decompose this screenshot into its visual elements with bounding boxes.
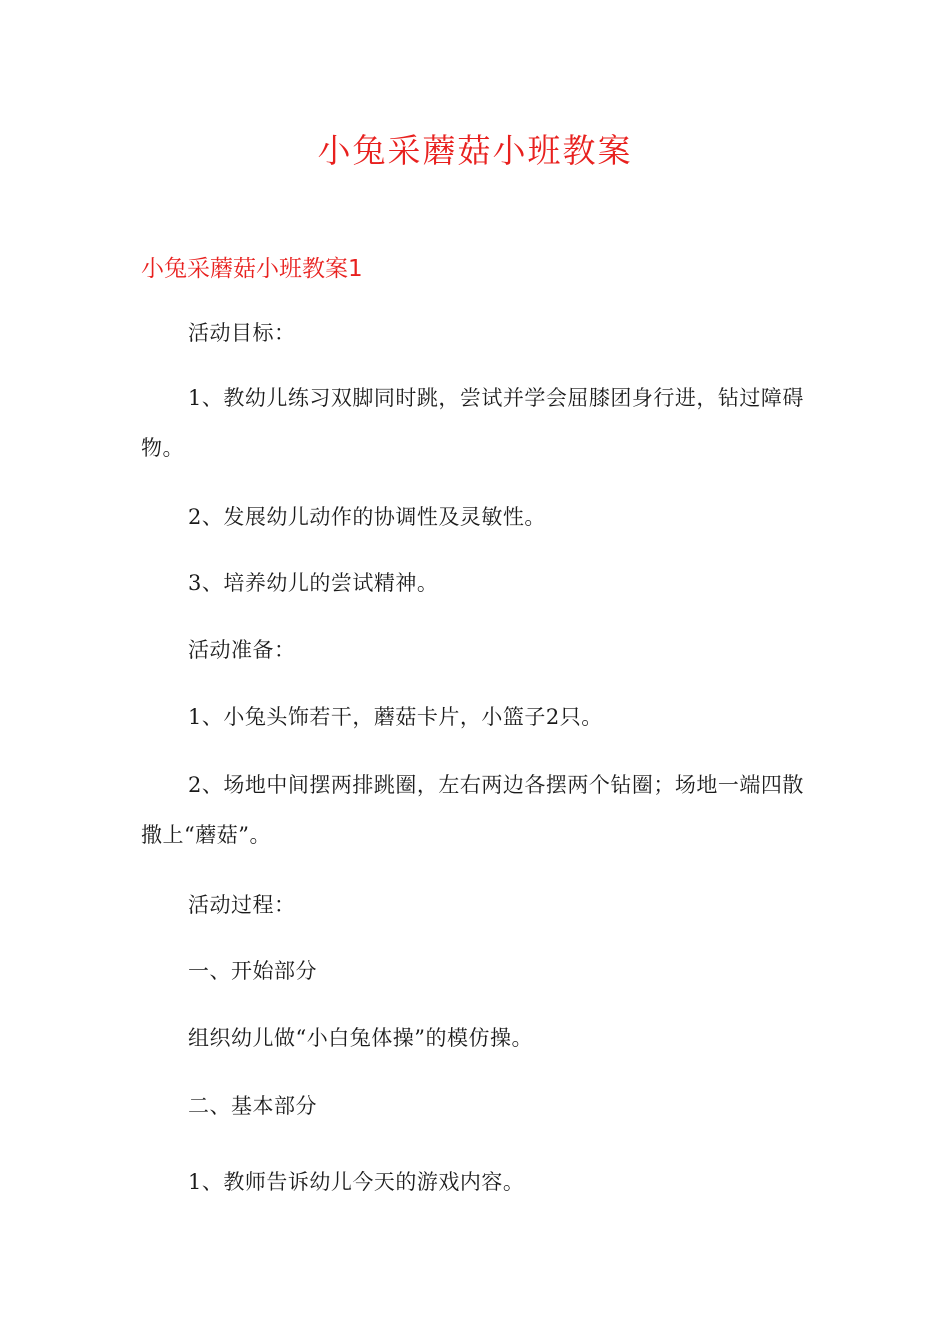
paragraph-preparation-heading: 活动准备： xyxy=(188,638,296,662)
paragraph-part-one-heading: 一、开始部分 xyxy=(188,959,317,983)
paragraph-activity-goals-heading: 活动目标： xyxy=(188,321,296,345)
paragraph-part-two-heading: 二、基本部分 xyxy=(188,1094,317,1118)
paragraph-preparation-1: 1、小兔头饰若干，蘑菇卡片，小篮子2只。 xyxy=(188,705,603,729)
paragraph-part-two-step-1: 1、教师告诉幼儿今天的游戏内容。 xyxy=(188,1170,525,1194)
paragraph-goal-3: 3、培养幼儿的尝试精神。 xyxy=(188,571,439,595)
section-heading: 小兔采蘑菇小班教案1 xyxy=(141,256,363,282)
paragraph-goal-2: 2、发展幼儿动作的协调性及灵敏性。 xyxy=(188,505,546,529)
paragraph-goal-1: 1、教幼儿练习双脚同时跳，尝试并学会屈膝团身行进，钻过障碍物。 xyxy=(141,386,804,460)
paragraph-part-one-content: 组织幼儿做“小白兔体操”的模仿操。 xyxy=(188,1026,533,1050)
document-title: 小兔采蘑菇小班教案 xyxy=(317,131,633,170)
paragraph-preparation-2: 2、场地中间摆两排跳圈，左右两边各摆两个钻圈；场地一端四散撒上“蘑菇”。 xyxy=(141,773,804,847)
paragraph-process-heading: 活动过程： xyxy=(188,893,296,917)
